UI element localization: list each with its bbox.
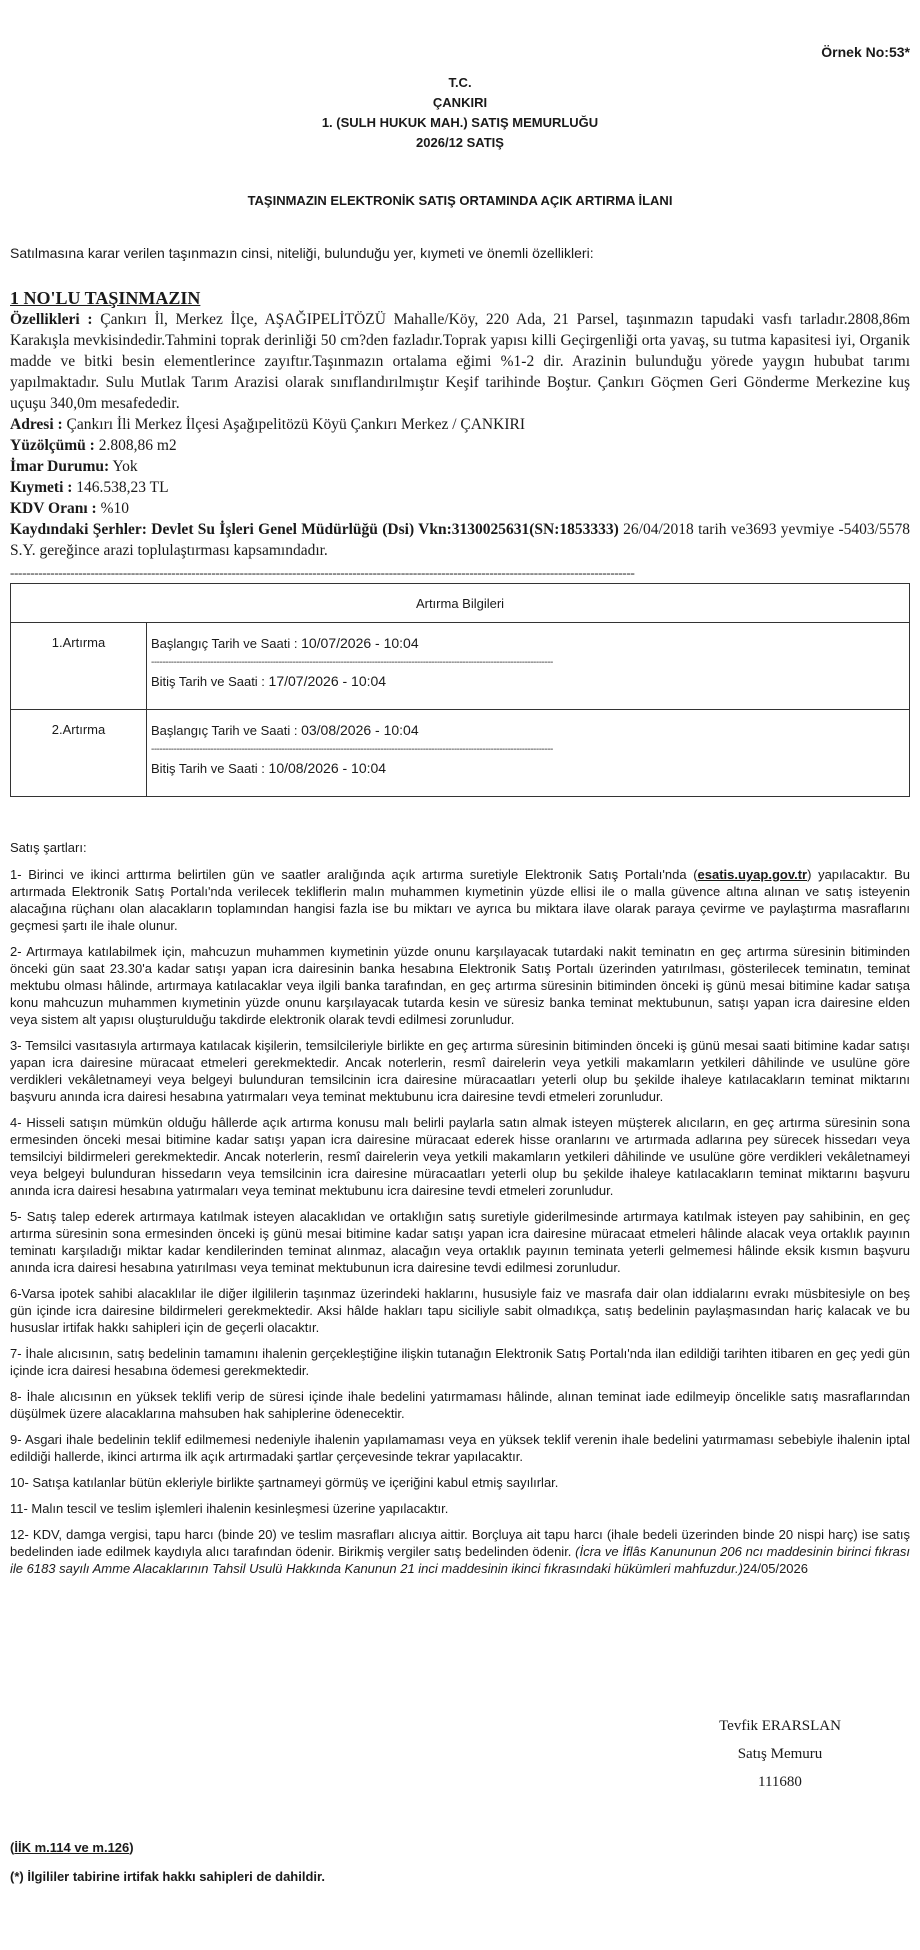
features-text: Çankırı İl, Merkez İlçe, AŞAĞIPELİTÖZÜ Mahalle/Köy, 220 Ada, 21 Parsel, taşınmazın tapudaki vasfı tarladır.2808,86m Karakışla mevkisindedir.Tahmini toprak derinliği 50 cm?den fazladır.Toprak yapısı killi Geçirgenliği orta yavaş, su tutma kapasitesi iyi, Organik madde ve bitki besin elementlerince zayıftır.Taşınmazın ortalama eğimi %1-2 dir. Arazinin bulunduğu yörede yaygın hububat tarımı yapılmaktadır. Sulu Mutlak Tarım Arazisi olarak sınıflandırılmıştır Keşif tarihinde Boştur. Çankırı Göçmen Geri Gönderme Merkezine kuş uçuşu 340,0m mesafededir.: [10, 311, 911, 412]
zoning-value: Yok: [109, 458, 138, 475]
property-address: [10, 414, 910, 435]
property-value: [10, 477, 910, 498]
auction-label: 1.Artırma: [11, 623, 147, 710]
end-label: Bitiş Tarih ve Saati :: [151, 761, 269, 776]
law-reference: [10, 1840, 134, 1855]
vat-label: KDV Oranı :: [10, 500, 97, 517]
header-tc: T.C.: [448, 75, 472, 90]
end-date: 10/08/2026 - 10:04: [268, 760, 387, 776]
end-date: 17/07/2026 - 10:04: [268, 673, 387, 689]
address-value: Çankırı İli Merkez İlçesi Aşağıpelitözü Köyü Çankırı Merkez / ÇANKIRI: [62, 416, 525, 433]
start-label: Başlangıç Tarih ve Saati :: [151, 636, 302, 651]
header-office: 1. (SULH HUKUK MAH.) SATIŞ MEMURLUĞU: [321, 115, 599, 130]
value-amount: 146.538,23 TL: [72, 479, 169, 496]
condition-item: 10- Satışa katılanlar bütün ekleriyle birlikte şartnameyi görmüş ve içeriğini kabul etmiş sayılırlar.: [10, 1475, 559, 1490]
signer-name: Tevfik ERARSLAN: [719, 1718, 841, 1734]
auction-start: [151, 722, 905, 738]
auction-end: [151, 760, 905, 776]
property-records: [10, 519, 910, 561]
vat-value: %10: [96, 500, 129, 517]
condition-item: 6-Varsa ipotek sahibi alacaklılar ile diğer ilgililerin taşınmaz üzerindeki haklarını, hususiyle faiz ve masrafa dair olan iddialarını evrakı müsbitesiyle on beş gün içinde icra dairesine bildirmeleri gerekmektedir. Aksi hâlde hakları tapu siciliyle sabit olmadıkça, satış bedelinin paylaşmasından hariç kalacak ve bu hususlar irtifak hakkı sahipleri için de geçerli olacaktır.: [10, 1286, 910, 1335]
auction-dates: [147, 710, 910, 797]
auction-table-header: Artırma Bilgileri: [11, 584, 910, 623]
features-label: Özellikleri :: [10, 311, 93, 328]
address-label: Adresi :: [10, 416, 63, 433]
auction-start: [151, 635, 905, 651]
header-city: ÇANKIRI: [432, 95, 488, 110]
condition-item: 11- Malın tescil ve teslim işlemleri ihalenin kesinleşmesi üzerine yapılacaktır.: [10, 1501, 449, 1516]
condition-item: 9- Asgari ihale bedelinin teklif edilmemesi nedeniyle ihalenin yapılamaması veya en yüksek teklif verenin ihale bedelini yatırmaması sebebiyle ihalenin iptal edildiği hallerde, ikinci artırma ilk açık artırmadaki şartlar çerçevesinde tekrar yapılacaktır.: [10, 1432, 910, 1464]
condition-item: 7- İhale alıcısının, satış bedelinin tamamını ihalenin gerçekleştiğine ilişkin tutanağın Elektronik Satış Portalı'nda ilan edildiği tarihten itibaren en geç yedi gün içinde icra dairesi hesabına ödemesi gerekmektedir.: [10, 1346, 910, 1378]
condition-item: [10, 866, 910, 934]
notice-date: 24/05/2026: [742, 1561, 809, 1576]
condition-item: 4- Hisseli satışın mümkün olduğu hâllerde açık artırma konusu malı belirli paylarla satın almak isteyen müşterek alıcıların, en geç artırma süresinin sona ermesinden önceki mesai bitimine kadar satışı yapan icra dairesine müracaat ederek hisse oranlarını ve artırmada adlarına pey sürecek hissedarı veya temsilciyi bildirmeleri gerekmektedir. Ancak noterlerin, resmî dairelerin veya yetkili makamların yetkileri dâhilinde ve usulüne göre verdikleri vekâletnameyi veya belgeyi bulunduran hissedarın veya temsilcinin icra dairesine müracaatları yeterli olup bu şekilde ihaleye katılacakların teminat miktarını başvuru anında icra dairesi hesabına yatırmaları veya teminat mektubunu icra dairesine tevdi etmeleri zorunludur.: [10, 1115, 910, 1198]
condition-text: ) yapılacaktır. Bu artırmada Elektronik Satış Portalı'nda verilecek tekliflerin malın muhammen kıymetinin yüzde ellisi ile o malla güvence altına alınan ve satış isteyenin alacağına rüçhanı olan alacakların toplamından hangisi fazla ise bu miktarı ve ayrıca bu miktara ilave olarak paraya çevirme ve paylaştırma masraflarını geçmesi şartı ile ihale olunur.: [10, 867, 910, 933]
paren-close: ): [129, 1840, 134, 1855]
property-features: [10, 309, 910, 414]
condition-item: 2- Artırmaya katılabilmek için, mahcuzun muhammen kıymetinin yüzde onunu karşılayacak tutardaki nakit teminatın en geç artırma süresinin bitiminden önceki gün saat 23.30'a kadar satışı yapan icra dairesinin banka hesabına Elektronik Satış Portalı üzerinden yatırılması, gösterilecek teminatın, teminat mektubu olması hâlinde, artırmaya katılacaklar veya ilgili banka tarafından, en geç artırma süresinin bitiminden önceki iş günü mesai bitimine kadar satışa konu mahcuzun muhammen kıymetinin yüzde onunu karşılayacak tutarda kesin ve süresiz banka teminat mektubunun, satışı yapan icra dairesine elden veya sistem alt yapısı oluşturulduğu takdirde elektronik olarak tevdi edilmesi zorunludur.: [10, 944, 910, 1027]
property-section: [10, 288, 910, 561]
auction-row: [11, 623, 910, 710]
footnote: (*) İlgililer tabirine irtifak hakkı sahipleri de dahildir.: [10, 1869, 325, 1884]
auction-row: [11, 710, 910, 797]
esatis-portal-link[interactable]: esatis.uyap.gov.tr: [697, 867, 808, 882]
intro-text: Satılmasına karar verilen taşınmazın cinsi, niteliği, bulunduğu yer, kıymeti ve önemli özellikleri:: [10, 245, 594, 261]
condition-text: 1- Birinci ve ikinci arttırma belirtilen gün ve saatler aralığında açık artırma suretiyle Elektronik Satış Portalı'nda (: [10, 867, 698, 882]
auction-table: [10, 583, 910, 797]
auction-separator: ----------------------------------------------------------------------------------------------------------------------------------------------: [151, 744, 553, 755]
document-title: TAŞINMAZIN ELEKTRONİK SATIŞ ORTAMINDA AÇIK ARTIRMA İLANI: [247, 193, 673, 208]
auction-label: 2.Artırma: [11, 710, 147, 797]
condition-item: [10, 1526, 910, 1577]
property-zoning: [10, 456, 910, 477]
auction-end: [151, 673, 905, 689]
condition-item: 5- Satış talep ederek artırmaya katılmak isteyen alacaklıdan ve ortaklığın satış suretiyle giderilmesinde artırmaya katılmak isteyen pay sahibinin, en geç artırma süresinin sona ermesinden önceki iş günü mesai bitimine kadar satışı yapan icra dairesine müracaat etmeleri hâlinde alacak veya ortaklık payının teminatı karşıladığı miktar kadar kendilerinden teminat alınmaz, alacağın veya ortaklık payının teminata yeterli gelmemesi hâlinde eksik kısmın başvuru anında icra dairesi hesabına yatırılması veya teminat mektubunun icra dairesine tevdi edilmesi zorunludur.: [10, 1209, 910, 1275]
value-label: Kıymeti :: [10, 479, 73, 496]
section-divider: -----------------------------------------------------------------------------------------------------------------------------------------------------------: [10, 565, 635, 580]
end-label: Bitiş Tarih ve Saati :: [151, 674, 269, 689]
law-link[interactable]: İİK m.114 ve m.126: [14, 1840, 130, 1855]
signer-title: Satış Memuru: [737, 1746, 823, 1762]
records-text: 26/04/2018 tarih ve3693 yevmiye -5403/5578 S.Y. gereğince arazi toplulaştırması kapsamındadır.: [10, 521, 910, 559]
start-label: Başlangıç Tarih ve Saati :: [151, 723, 302, 738]
condition-item: 3- Temsilci vasıtasıyla artırmaya katılacak kişilerin, temsilcileriyle birlikte en geç artırma süresinin bitiminden önceki iş günü mesai saati bitimine kadar satışı yapan icra dairesine müracaat etmeleri gerekmektedir. Ancak noterlerin, resmî dairelerin veya yetkili makamların yetkileri dâhilinde ve usulüne göre verdikleri vekâletnameyi veya belgeyi bulunduran temsilcinin icra dairesine müracaatları yeterli olup bu şekilde ihaleye katılacakların teminat miktarını başvuru anında icra dairesi hesabına yatırmaları veya teminat mektubunu icra dairesine tevdi etmeleri zorunludur.: [10, 1038, 910, 1104]
records-label: Kaydındaki Şerhler: Devlet Su İşleri Genel Müdürlüğü (Dsi) Vkn:3130025631(SN:1853333): [10, 521, 619, 538]
legal-reservation: (İcra ve İflâs Kanununun 206 ncı maddesinin birinci fıkrası ile 6183 sayılı Amme Alacaklarının Tahsil Usulü Hakkında Kanunun 21 inci maddesinin ikinci fıkrasındaki hükümleri mahfuzdur.): [10, 1544, 910, 1576]
auction-dates: [147, 623, 910, 710]
property-heading: 1 NO'LU TAŞINMAZIN: [10, 288, 201, 308]
area-value: 2.808,86 m2: [94, 437, 177, 454]
signature-block: [660, 1712, 900, 1796]
header-file-number: 2026/12 SATIŞ: [416, 135, 504, 150]
conditions-list: [10, 866, 910, 1586]
zoning-label: İmar Durumu:: [10, 458, 110, 475]
signer-number: 111680: [758, 1774, 802, 1790]
start-date: 10/07/2026 - 10:04: [301, 635, 419, 651]
paren-open: (: [10, 1840, 15, 1855]
property-area: [10, 435, 910, 456]
conditions-heading: Satış şartları:: [10, 840, 87, 855]
sample-number: Örnek No:53*: [821, 44, 910, 60]
property-vat: [10, 498, 910, 519]
auction-separator: ----------------------------------------------------------------------------------------------------------------------------------------------: [151, 657, 553, 668]
condition-item: 8- İhale alıcısının en yüksek teklifi verip de süresi içinde ihale bedelini yatırmaması hâlinde, alınan teminat iade edilmeyip öncelikle satış masraflarından düşülmek üzere alacaklarına mahsuben hak sahiplerine ödenecektir.: [10, 1389, 910, 1421]
area-label: Yüzölçümü :: [10, 437, 95, 454]
condition-text: 12- KDV, damga vergisi, tapu harcı (binde 20) ve teslim masrafları alıcıya aittir. Borçluya ait tapu harcı (ihale bedeli üzerinden binde 20 nispi harç) ise satış bedelinden iade edilmek kaydıyla alıcı tarafından ödenir. Birikmiş vergiler satış bedelinden ödenir.: [10, 1527, 910, 1559]
start-date: 03/08/2026 - 10:04: [301, 722, 419, 738]
